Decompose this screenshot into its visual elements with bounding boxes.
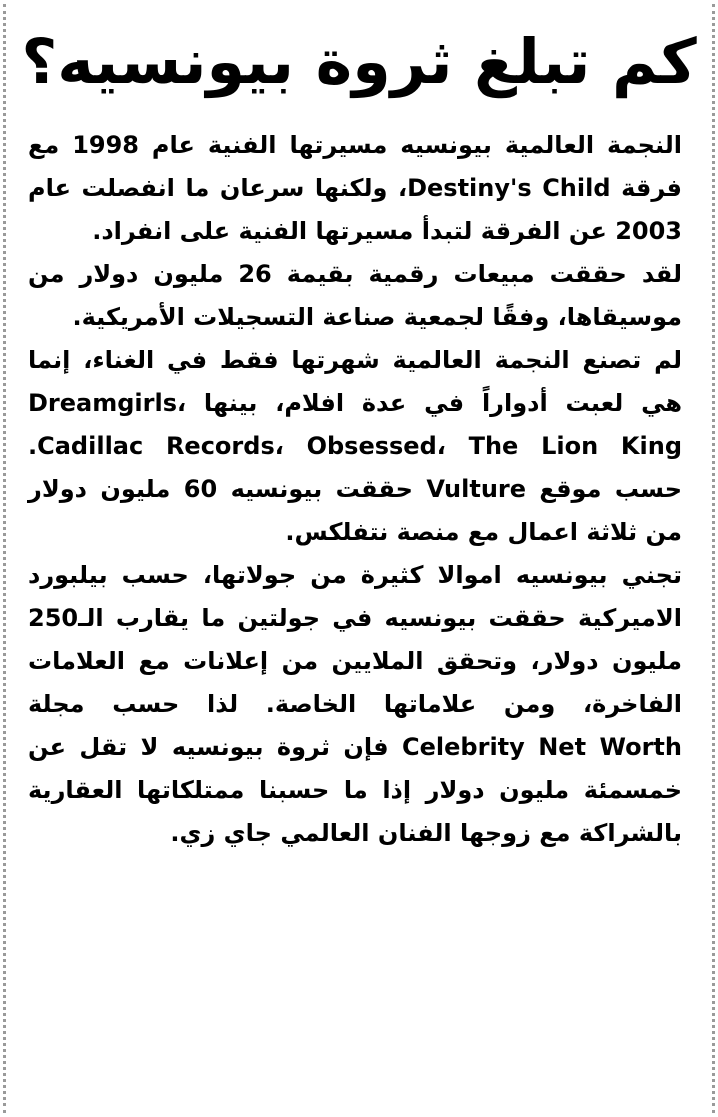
paragraph-net-worth: تجني بيونسيه اموالا كثيرة من جولاتها، حسب بيلبورد الاميركية حققت بيونسيه في جولتين ما يقارب الـ250 مليون دولار، وتحقق الملايين من إعلانات مع العلامات الفاخرة، ومن علاماتها الخاصة. لذا حسب مجلة Celebrity Net Worth فإن ثروة بيونسيه لا تقل عن خمسمئة مليون دولار إذا ما حسبنا ممتلكاتها العقارية بالشراكة مع زوجها الفنان العالمي جاي زي.	[28, 561, 682, 847]
paragraph-acting-roles: لم تصنع النجمة العالمية شهرتها فقط في الغناء، إنما هي لعبت أدواراً في عدة افلام، بينها Dreamgirls، Cadillac Records، Obsessed، The Lion King. حسب موقع Vulture حققت بيونسيه 60 مليون دولار من ثلاثة اعمال مع منصة نتفلكس.	[28, 346, 682, 546]
article-body	[28, 124, 682, 855]
paragraph-digital-sales: لقد حققت مبيعات رقمية بقيمة 26 مليون دولار من موسيقاها، وفقًا لجمعية صناعة التسجيلات الأمريكية.	[28, 260, 682, 331]
article-headline: كم تبلغ ثروة بيونسيه؟	[21, 25, 697, 98]
left-dotted-border	[3, 4, 6, 1113]
right-dotted-border	[712, 4, 715, 1113]
paragraph-career-start: النجمة العالمية بيونسيه مسيرتها الفنية عام 1998 مع فرقة Destiny's Child، ولكنها سرعان ما انفصلت عام 2003 عن الفرقة لتبدأ مسيرتها الفنية على انفراد.	[28, 131, 683, 245]
